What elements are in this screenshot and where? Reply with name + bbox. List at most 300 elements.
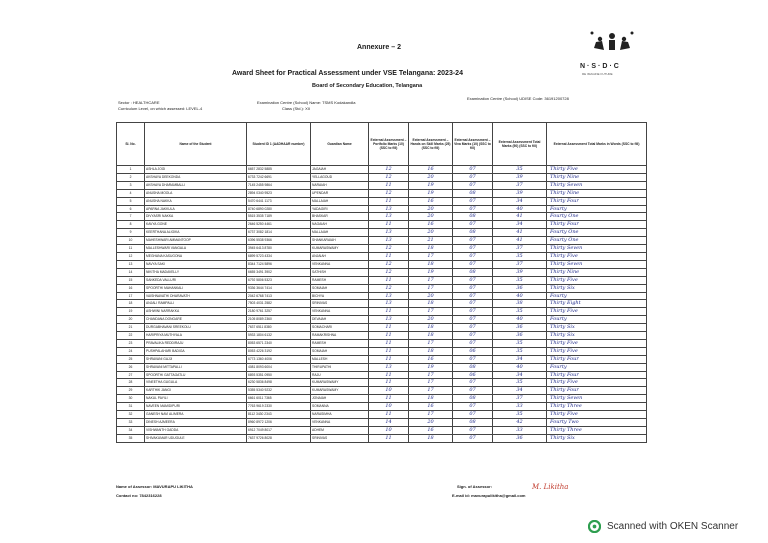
centre-name: Examination Centre (School) Name: TSMS Kodakandla <box>257 100 356 105</box>
cell-t: 38 <box>493 300 547 308</box>
cell-p: 11 <box>369 339 409 347</box>
cell-sl: 19 <box>117 308 145 316</box>
cell-v: 06 <box>453 371 493 379</box>
cell-guardian: SOMACHARI <box>311 324 369 332</box>
cell-t: 41 <box>493 229 547 237</box>
cell-v: 07 <box>453 237 493 245</box>
cell-t: 35 <box>493 308 547 316</box>
cell-sl: 1 <box>117 166 145 174</box>
udise-code: Examination Centre (School) UDISE Code: 36191200728 <box>467 96 569 101</box>
cell-v: 07 <box>453 173 493 181</box>
cell-h: 17 <box>409 308 453 316</box>
cell-w: Thirty Five <box>547 347 647 355</box>
table-row <box>117 332 647 340</box>
cell-p: 13 <box>369 292 409 300</box>
cell-t: 39 <box>493 268 547 276</box>
cell-name: APARNA JAKKULA <box>145 205 247 213</box>
cell-h: 20 <box>409 419 453 427</box>
cell-sl: 27 <box>117 371 145 379</box>
cell-name: VINEETHA GUGULA <box>145 379 247 387</box>
cell-v: 07 <box>453 245 493 253</box>
cell-p: 11 <box>369 276 409 284</box>
cell-w: Thirty Six <box>547 324 647 332</box>
table-row <box>117 181 647 189</box>
cell-name: ASHWINI NARRAKKA <box>145 308 247 316</box>
cell-w: Thirty Six <box>547 284 647 292</box>
cell-name: MAHESHWARI AMMANTOOP <box>145 237 247 245</box>
table-row <box>117 379 647 387</box>
col-hands-on: External Assessment – Hands on Skill Marks (25) (SSC to fill) <box>409 123 453 166</box>
cell-t: 34 <box>493 355 547 363</box>
cell-id: 7637 9726 8028 <box>247 434 311 442</box>
cell-sl: 10 <box>117 237 145 245</box>
cell-h: 18 <box>409 245 453 253</box>
table-row <box>117 419 647 427</box>
cell-t: 34 <box>493 221 547 229</box>
cell-t: 35 <box>493 347 547 355</box>
cell-id: 2042 6768 7413 <box>247 292 311 300</box>
cell-w: Thirty Four <box>547 387 647 395</box>
cell-guardian: KUMARASWAMY <box>311 387 369 395</box>
cell-h: 16 <box>409 166 453 174</box>
cell-v: 07 <box>453 403 493 411</box>
cell-v: 08 <box>453 189 493 197</box>
cell-p: 12 <box>369 173 409 181</box>
cell-name: NAVYA SAKI <box>145 260 247 268</box>
assessor-email: E-mail id: mavurapulikitha@gmail.com <box>452 493 526 498</box>
table-row <box>117 339 647 347</box>
cell-h: 20 <box>409 205 453 213</box>
cell-guardian: KUMARASWAMY <box>311 379 369 387</box>
cell-p: 13 <box>369 316 409 324</box>
nsdc-logo-icon <box>582 28 642 68</box>
cell-v: 07 <box>453 197 493 205</box>
cell-v: 06 <box>453 347 493 355</box>
cell-id: 6912 7049 8017 <box>247 426 311 434</box>
cell-guardian: MALLAIAH <box>311 229 369 237</box>
cell-h: 21 <box>409 237 453 245</box>
cell-sl: 3 <box>117 181 145 189</box>
cell-name: SHIVAKUMAR UDUGULE <box>145 434 247 442</box>
cell-name: DINESH AJMEERA <box>145 419 247 427</box>
board-name: Board of Secondary Education, Telangana <box>312 83 423 89</box>
cell-w: Fourty <box>547 363 647 371</box>
cell-h: 17 <box>409 276 453 284</box>
cell-sl: 2 <box>117 173 145 181</box>
scanner-label: Scanned with OKEN Scanner <box>607 521 739 532</box>
cell-sl: 12 <box>117 252 145 260</box>
table-row <box>117 308 647 316</box>
table-row <box>117 363 647 371</box>
table-row <box>117 166 647 174</box>
col-name: Name of the Student <box>145 123 247 166</box>
table-row <box>117 347 647 355</box>
cell-h: 20 <box>409 316 453 324</box>
cell-id: 6661 6011 7365 <box>247 395 311 403</box>
cell-v: 07 <box>453 316 493 324</box>
cell-t: 41 <box>493 237 547 245</box>
cell-name: SPOORTHI GATTAGATLU <box>145 371 247 379</box>
cell-sl: 9 <box>117 229 145 237</box>
cell-w: Thirty Five <box>547 276 647 284</box>
cell-id: 8344 7124 5896 <box>247 260 311 268</box>
cell-p: 11 <box>369 379 409 387</box>
cell-p: 13 <box>369 205 409 213</box>
cell-guardian: SOMAIAH <box>311 284 369 292</box>
cell-id: 5355 5340 9232 <box>247 387 311 395</box>
cell-name: MALLESHWARI VANGALA <box>145 245 247 253</box>
cell-t: 40 <box>493 292 547 300</box>
cell-name: NIKITHA MADAVELLY <box>145 268 247 276</box>
table-row <box>117 252 647 260</box>
cell-t: 39 <box>493 173 547 181</box>
cell-id: 6657 2832 5885 <box>247 166 311 174</box>
cell-w: Thirty Five <box>547 252 647 260</box>
cell-p: 11 <box>369 221 409 229</box>
cell-p: 13 <box>369 229 409 237</box>
cell-guardian: VENKANNA <box>311 308 369 316</box>
cell-id: 9336 3644 7414 <box>247 284 311 292</box>
cell-sl: 7 <box>117 213 145 221</box>
cell-t: 35 <box>493 276 547 284</box>
cell-w: Thirty Eight <box>547 300 647 308</box>
cell-sl: 8 <box>117 221 145 229</box>
cell-p: 11 <box>369 197 409 205</box>
cell-t: 40 <box>493 316 547 324</box>
cell-t: 36 <box>493 324 547 332</box>
cell-h: 19 <box>409 189 453 197</box>
cell-w: Fourty One <box>547 213 647 221</box>
cell-sl: 30 <box>117 395 145 403</box>
cell-id: 6773 1360 4006 <box>247 355 311 363</box>
table-row <box>117 411 647 419</box>
cell-t: 42 <box>493 419 547 427</box>
nsdc-wordmark: N·S·D·C <box>580 63 621 70</box>
cell-p: 11 <box>369 347 409 355</box>
cell-h: 18 <box>409 347 453 355</box>
cell-t: 35 <box>493 411 547 419</box>
cell-guardian: YADAGIRI <box>311 205 369 213</box>
cell-guardian: VENKANNA <box>311 260 369 268</box>
cell-w: Thirty Five <box>547 379 647 387</box>
cell-v: 07 <box>453 411 493 419</box>
cell-id: 8053 4226 3192 <box>247 347 311 355</box>
cell-v: 07 <box>453 426 493 434</box>
cell-v: 07 <box>453 308 493 316</box>
cell-name: NAKUL PAYILI <box>145 395 247 403</box>
table-row <box>117 300 647 308</box>
table-row <box>117 284 647 292</box>
cell-sl: 21 <box>117 324 145 332</box>
cell-p: 12 <box>369 189 409 197</box>
cell-id: 5470 6441 1173 <box>247 197 311 205</box>
cell-v: 07 <box>453 284 493 292</box>
cell-w: Fourty Two <box>547 419 647 427</box>
cell-id: 7145 2455 9864 <box>247 181 311 189</box>
cell-name: HARIPRIYA MUTHYALA <box>145 332 247 340</box>
cell-w: Thirty Four <box>547 197 647 205</box>
col-viva: External Assessment – Viva Marks (10) (SSC to fill) <box>453 123 493 166</box>
cell-sl: 14 <box>117 268 145 276</box>
cell-id: 6899 5723 4334 <box>247 252 311 260</box>
award-sheet <box>112 38 652 504</box>
cell-guardian: RAJU <box>311 371 369 379</box>
cell-name: SPOORTHI MAHANKALI <box>145 284 247 292</box>
cell-w: Fourty <box>547 205 647 213</box>
cell-t: 35 <box>493 379 547 387</box>
table-row <box>117 173 647 181</box>
cell-guardian: RAMESH <box>311 339 369 347</box>
cell-h: 17 <box>409 411 453 419</box>
table-row <box>117 324 647 332</box>
cell-v: 07 <box>453 292 493 300</box>
cell-name: AKSHAYA DHARAMBALLI <box>145 181 247 189</box>
cell-w: Fourty One <box>547 229 647 237</box>
col-sl: Sl. No. <box>117 123 145 166</box>
cell-w: Thirty Five <box>547 411 647 419</box>
cell-h: 16 <box>409 403 453 411</box>
table-row <box>117 221 647 229</box>
cell-t: 40 <box>493 205 547 213</box>
cell-sl: 28 <box>117 379 145 387</box>
cell-guardian: YELLAGOUD <box>311 173 369 181</box>
cell-h: 18 <box>409 434 453 442</box>
cell-v: 07 <box>453 276 493 284</box>
cell-p: 11 <box>369 181 409 189</box>
sector-label: Sector : HEALTHCARE <box>118 100 160 105</box>
cell-sl: 15 <box>117 276 145 284</box>
cell-v: 07 <box>453 339 493 347</box>
cell-v: 07 <box>453 387 493 395</box>
cell-w: Fourty <box>547 292 647 300</box>
cell-w: Thirty Four <box>547 371 647 379</box>
table-header-row <box>117 123 647 166</box>
cell-t: 37 <box>493 181 547 189</box>
table-row <box>117 355 647 363</box>
assessor-name: Name of Assessor: MAVURAPU LIKITHA <box>116 484 193 489</box>
cell-v: 08 <box>453 395 493 403</box>
cell-h: 20 <box>409 292 453 300</box>
cell-guardian: VENKANNA <box>311 419 369 427</box>
cell-p: 13 <box>369 363 409 371</box>
cell-p: 12 <box>369 245 409 253</box>
table-row <box>117 387 647 395</box>
cell-p: 13 <box>369 213 409 221</box>
cell-t: 36 <box>493 284 547 292</box>
cell-t: 35 <box>493 252 547 260</box>
cell-sl: 11 <box>117 245 145 253</box>
cell-guardian: SRINIVAS <box>311 300 369 308</box>
assessor-contact: Contact no: 7842316228 <box>116 493 162 498</box>
table-row <box>117 237 647 245</box>
cell-h: 17 <box>409 387 453 395</box>
col-guardian: Guardian Name <box>311 123 369 166</box>
cell-guardian: UPENDAR <box>311 189 369 197</box>
cell-sl: 16 <box>117 284 145 292</box>
cell-w: Thirty Six <box>547 434 647 442</box>
marks-table <box>116 122 647 443</box>
cell-v: 08 <box>453 268 493 276</box>
cell-name: KAVYA GONE <box>145 221 247 229</box>
table-row <box>117 276 647 284</box>
cell-v: 07 <box>453 355 493 363</box>
cell-guardian: SATHISH <box>311 268 369 276</box>
cell-guardian: BHASKAR <box>311 213 369 221</box>
cell-p: 11 <box>369 371 409 379</box>
cell-v: 07 <box>453 205 493 213</box>
cell-id: 8740 6890 0280 <box>247 205 311 213</box>
cell-guardian: NAGAIAH <box>311 221 369 229</box>
cell-v: 07 <box>453 260 493 268</box>
cell-w: Thirty Six <box>547 332 647 340</box>
cell-w: Thirty Three <box>547 403 647 411</box>
cell-h: 18 <box>409 395 453 403</box>
cell-h: 18 <box>409 260 453 268</box>
table-row <box>117 268 647 276</box>
cell-name: DURGABHAVANI SREEKOLU <box>145 324 247 332</box>
cell-sl: 17 <box>117 292 145 300</box>
cell-v: 07 <box>453 300 493 308</box>
cell-p: 14 <box>369 419 409 427</box>
table-row <box>117 205 647 213</box>
cell-guardian: SHANKARAIAH <box>311 237 369 245</box>
cell-p: 12 <box>369 268 409 276</box>
cell-name: DIVYASRI NAKKA <box>145 213 247 221</box>
cell-v: 08 <box>453 363 493 371</box>
cell-w: Thirty Seven <box>547 395 647 403</box>
cell-guardian: JAGAIAH <box>311 166 369 174</box>
sheet-title: Award Sheet for Practical Assessment under VSE Telangana: 2023-24 <box>232 70 463 77</box>
col-student-id: Student ID 1 (AADHAAR number) <box>247 123 311 166</box>
cell-name: SANKEDA VALLURI <box>145 276 247 284</box>
table-row <box>117 197 647 205</box>
cell-w: Thirty Seven <box>547 260 647 268</box>
cell-w: Thirty Five <box>547 166 647 174</box>
cell-v: 07 <box>453 434 493 442</box>
col-portfolio: External Assessment – Portfolio Marks (10) (SSC to fill) <box>369 123 409 166</box>
cell-id: 2105 8089 2360 <box>247 316 311 324</box>
scanner-logo-icon <box>588 520 601 533</box>
cell-t: 34 <box>493 371 547 379</box>
cell-guardian: MALLESH <box>311 355 369 363</box>
cell-sl: 34 <box>117 426 145 434</box>
assessor-signature: M. Likitha <box>532 483 569 491</box>
cell-guardian: BICHYA <box>311 292 369 300</box>
cell-w: Thirty Seven <box>547 181 647 189</box>
cell-name: ANUSHA MOOLA <box>145 189 247 197</box>
cell-p: 13 <box>369 237 409 245</box>
cell-h: 16 <box>409 355 453 363</box>
nsdc-tagline: RE IMAGINE FUTURE <box>582 72 613 76</box>
cell-t: 37 <box>493 260 547 268</box>
cell-h: 19 <box>409 363 453 371</box>
cell-name: ANJALI RAMPALLI <box>145 300 247 308</box>
cell-h: 16 <box>409 426 453 434</box>
cell-guardian: NARASIMHA <box>311 411 369 419</box>
cell-sl: 26 <box>117 363 145 371</box>
cell-id: 6733 7242 6691 <box>247 173 311 181</box>
cell-name: KEERTHANA ALIGIKA <box>145 229 247 237</box>
cell-id: 5515 3535 7189 <box>247 213 311 221</box>
cell-t: 37 <box>493 245 547 253</box>
cell-name: ASHLA JOGI <box>145 166 247 174</box>
cell-t: 36 <box>493 434 547 442</box>
cell-h: 20 <box>409 173 453 181</box>
cell-name: GANESH NAVI ALIMERA <box>145 411 247 419</box>
cell-h: 19 <box>409 268 453 276</box>
table-row <box>117 213 647 221</box>
cell-guardian: DEVAIAH <box>311 316 369 324</box>
cell-sl: 23 <box>117 339 145 347</box>
cell-t: 41 <box>493 213 547 221</box>
cell-id: 6737 3082 1814 <box>247 229 311 237</box>
cell-t: 34 <box>493 387 547 395</box>
cell-guardian: KUMARASWAMY <box>311 245 369 253</box>
cell-w: Thirty Four <box>547 355 647 363</box>
cell-id: 8112 3430 2343 <box>247 411 311 419</box>
table-row <box>117 434 647 442</box>
cell-id: 6893 5351 0950 <box>247 371 311 379</box>
cell-v: 08 <box>453 229 493 237</box>
cell-h: 18 <box>409 332 453 340</box>
cell-guardian: NARAIAH <box>311 181 369 189</box>
cell-w: Thirty Five <box>547 308 647 316</box>
cell-w: Thirty Nine <box>547 173 647 181</box>
cell-v: 07 <box>453 324 493 332</box>
cell-sl: 13 <box>117 260 145 268</box>
cell-p: 11 <box>369 411 409 419</box>
cell-guardian: RAMAKRISHNA <box>311 332 369 340</box>
cell-id: 7763 9619 2330 <box>247 403 311 411</box>
cell-p: 11 <box>369 355 409 363</box>
cell-h: 17 <box>409 284 453 292</box>
cell-p: 11 <box>369 252 409 260</box>
cell-id: 6792 5806 5323 <box>247 276 311 284</box>
cell-name: PRAVALIKA REDDIRAJU <box>145 339 247 347</box>
cell-guardian: ADHEM <box>311 426 369 434</box>
cell-name: ANUSHA NAKKA <box>145 197 247 205</box>
cell-id: 4081 8093 6004 <box>247 363 311 371</box>
table-row <box>117 316 647 324</box>
cell-name: CHANDANA DONGARE <box>145 316 247 324</box>
col-total: External Assessment Total Marks (50) (SSC to fill) <box>493 123 547 166</box>
cell-name: MEGHANA KASUGONA <box>145 252 247 260</box>
table-row <box>117 395 647 403</box>
cell-w: Thirty Five <box>547 339 647 347</box>
cell-t: 37 <box>493 395 547 403</box>
cell-guardian: SOMAIAH <box>311 347 369 355</box>
table-row <box>117 245 647 253</box>
cell-id: 3945 6413 8780 <box>247 245 311 253</box>
cell-sl: 18 <box>117 300 145 308</box>
cell-p: 12 <box>369 284 409 292</box>
cell-name: NAVEEN MAMIDIPURI <box>145 403 247 411</box>
table-row <box>117 371 647 379</box>
cell-p: 11 <box>369 395 409 403</box>
cell-name: KARTHIK JANGI <box>145 387 247 395</box>
sign-label: Sign. of Assessor: <box>457 484 492 489</box>
cell-h: 20 <box>409 229 453 237</box>
cell-h: 17 <box>409 379 453 387</box>
cell-p: 10 <box>369 426 409 434</box>
cell-id: 2894 0340 9523 <box>247 189 311 197</box>
class-label: Class (Std.): XII <box>282 106 311 111</box>
cell-guardian: SRINIVAS <box>311 434 369 442</box>
cell-h: 19 <box>409 181 453 189</box>
cell-guardian: ANJAIAH <box>311 252 369 260</box>
cell-h: 16 <box>409 221 453 229</box>
cell-sl: 24 <box>117 347 145 355</box>
